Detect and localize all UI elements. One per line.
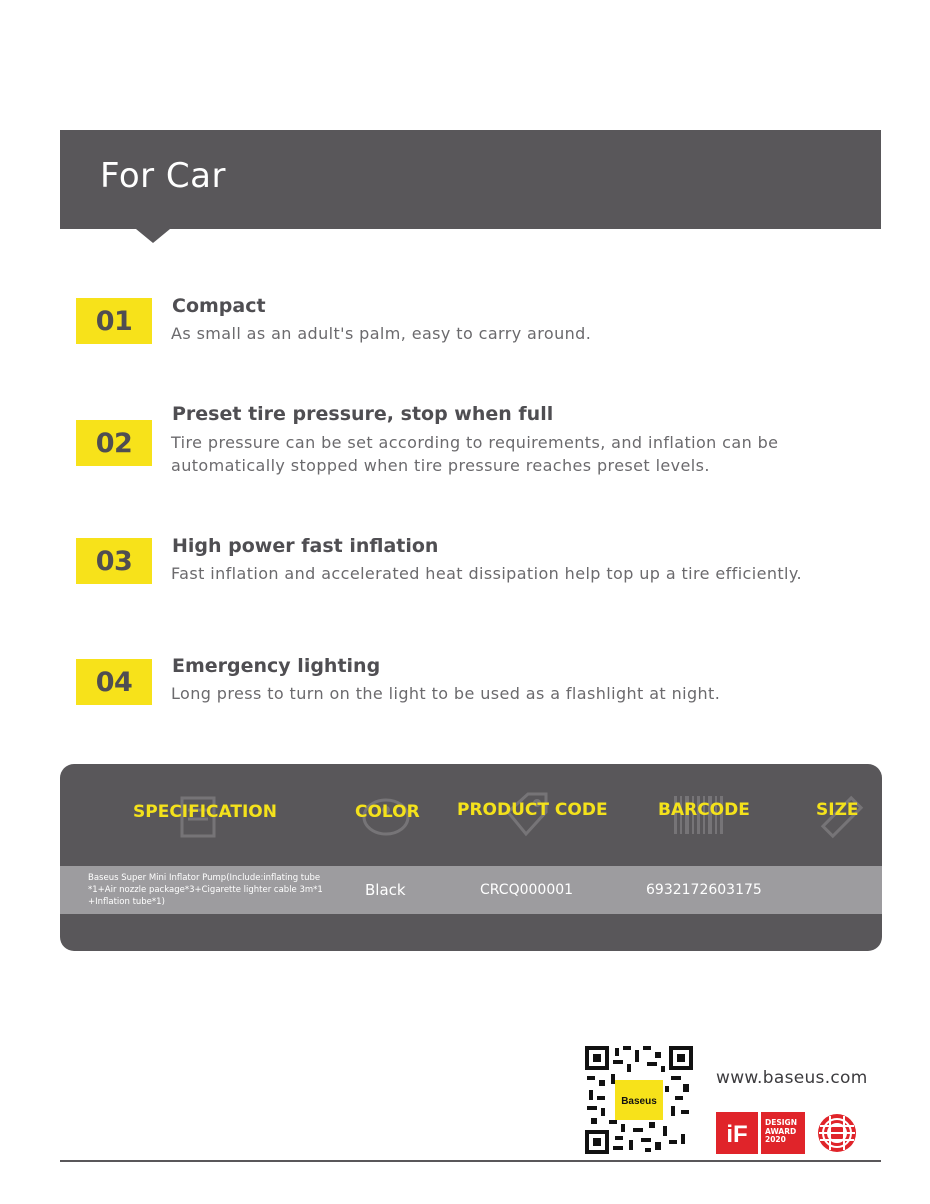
banner-pointer <box>136 229 170 243</box>
feature-description: As small as an adult's palm, easy to carry around. <box>171 324 592 343</box>
section-banner <box>60 130 881 229</box>
feature-number: 04 <box>76 659 152 705</box>
award-line: AWARD <box>765 1126 797 1136</box>
feature-title: Preset tire pressure, stop when full <box>172 403 554 425</box>
feature-description: Tire pressure can be set according to requirements, and inflation can be <box>171 433 779 452</box>
spec-table <box>60 764 882 951</box>
qr-center-label: Baseus <box>621 1096 657 1107</box>
svg-text:iF: iF <box>726 1121 748 1148</box>
feature-number: 01 <box>76 298 152 344</box>
header-specification: SPECIFICATION <box>133 802 277 822</box>
cell-barcode: 6932172603175 <box>646 882 762 898</box>
award-line: DESIGN <box>765 1118 797 1127</box>
feature-number: 02 <box>76 420 152 466</box>
header-color: COLOR <box>355 802 420 822</box>
feature-description: automatically stopped when tire pressure reaches preset levels. <box>171 456 710 475</box>
qr-code-icon <box>585 1046 693 1154</box>
cell-color: Black <box>365 881 406 899</box>
design-award-badge <box>761 1112 805 1154</box>
table-row <box>60 866 882 914</box>
feature-description: Fast inflation and accelerated heat dissipation help top up a tire efficiently. <box>171 564 802 583</box>
feature-title: High power fast inflation <box>172 535 439 557</box>
cell-product-code: CRCQ000001 <box>480 882 574 898</box>
banner-title: For Car <box>100 156 226 196</box>
feature-description: Long press to turn on the light to be used as a flashlight at night. <box>171 684 721 703</box>
award-line: 2020 <box>765 1135 786 1144</box>
reddot-award-icon <box>816 1112 858 1154</box>
feature-title: Emergency lighting <box>172 655 381 677</box>
if-logo-icon <box>716 1112 758 1154</box>
feature-number: 03 <box>76 538 152 584</box>
header-size: SIZE <box>816 800 859 820</box>
website-link[interactable]: www.baseus.com <box>716 1068 868 1088</box>
cell-specification: Baseus Super Mini Inflator Pump(Include:inflating tube *1+Air nozzle package*3+Cigarette lighter cable 3m*1 +Inflation tube*1) <box>88 873 323 907</box>
footer-divider <box>60 1160 881 1162</box>
feature-title: Compact <box>172 295 266 317</box>
header-barcode: BARCODE <box>658 800 750 820</box>
header-product-code: PRODUCT CODE <box>457 800 608 820</box>
